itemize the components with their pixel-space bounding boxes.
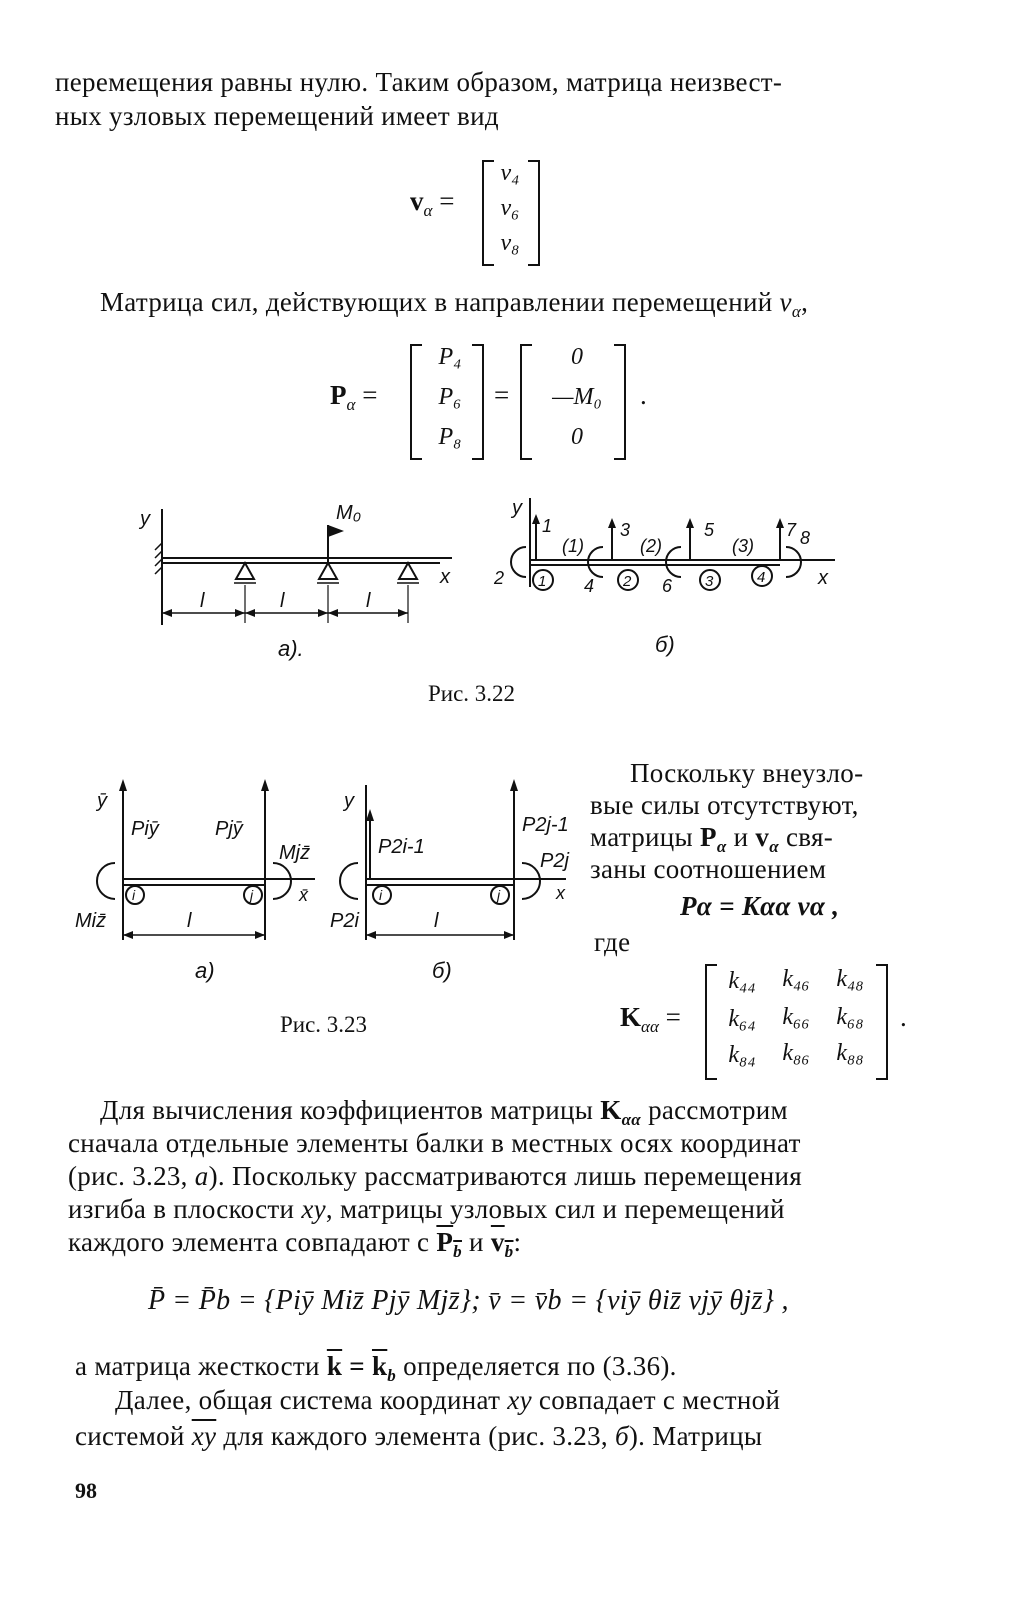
node-label: 4 <box>757 569 766 586</box>
length-label: l <box>187 910 192 932</box>
moment-label: P2j <box>540 850 569 872</box>
text: : <box>513 1227 522 1257</box>
paragraph-line: перемещения равны нулю. Таким образом, матрица неизвест- <box>55 67 783 97</box>
span-label: l <box>200 590 205 612</box>
node-label: i <box>132 887 136 903</box>
paragraph-line: Поскольку внеузло- <box>630 758 864 788</box>
moment-label: P2i <box>330 910 359 932</box>
text: ). Матрицы <box>628 1421 763 1451</box>
matrix-entry: k₄₈ <box>836 966 864 992</box>
matrix-entry: k₆₆ <box>782 1004 810 1030</box>
subfigure-label: а). <box>278 636 304 661</box>
matrix-entry: k₄₆ <box>782 966 810 992</box>
node-label: 1 <box>538 573 547 590</box>
eq-lhs-sub: α <box>423 201 433 220</box>
force-label: Piȳ <box>131 818 159 840</box>
text: матрицы <box>590 822 693 852</box>
text: (рис. 3.23, <box>68 1161 188 1191</box>
page-number: 98 <box>75 1478 97 1503</box>
node-label: j <box>250 887 254 903</box>
symbol-sub: α <box>791 302 802 321</box>
text: а матрица жесткости <box>75 1351 320 1381</box>
dof-label: 4 <box>584 576 595 596</box>
eq-sign: = <box>494 380 510 410</box>
subfigure-label: а) <box>195 958 215 983</box>
symbol: а <box>194 1161 209 1191</box>
moment-label: Mjz̄ <box>279 842 311 864</box>
paragraph-line: сначала отдельные элементы балки в местных осях координат <box>68 1128 801 1158</box>
relation-equation: Pα = Kαα vα , <box>680 891 840 921</box>
eq-end: . <box>900 1002 907 1032</box>
figure-3-22-a <box>140 495 460 655</box>
symbol: б <box>615 1421 629 1451</box>
text: , матрицы узловых сил и перемещений <box>325 1194 785 1224</box>
text: Далее, общая система координат <box>115 1385 501 1415</box>
symbol: $P_b$ <box>436 1227 462 1261</box>
moment-label: M₀ <box>336 502 362 524</box>
axis-x-label: x <box>556 883 565 903</box>
subfigure-label: б) <box>655 632 675 657</box>
eq-lhs: v <box>410 186 424 216</box>
text: рассмотрим <box>648 1095 788 1125</box>
symbol: v <box>779 287 792 317</box>
dof-label: 8 <box>800 528 811 548</box>
force-label: Pjȳ <box>215 818 243 840</box>
vector-equation: P̄ = P̄b = {Piȳ Miz̄ Pjȳ Mjz̄}; v̄ = v̄b = {viȳ θiz̄ vjȳ θjz̄} , <box>148 1285 789 1316</box>
matrix-entry: v₄ <box>500 160 520 186</box>
matrix-entry: P₆ <box>438 384 462 410</box>
node-label: 2 <box>623 573 632 590</box>
matrix-entry: k₆₄ <box>728 1006 756 1032</box>
dof-label: 2 <box>494 568 505 588</box>
axis-y-label: y <box>344 790 354 812</box>
text: каждого элемента совпадают с <box>68 1227 430 1257</box>
element-label: (1) <box>562 536 584 556</box>
node-label: 3 <box>705 573 714 590</box>
paragraph-line: где <box>594 927 631 957</box>
paragraph-line: вые силы отсутствуют, <box>590 790 859 820</box>
matrix-entry: k₈₄ <box>728 1042 756 1068</box>
text: определяется по (3.36). <box>403 1351 677 1381</box>
eq-sign: = <box>439 186 455 216</box>
text: Матрица сил, действующих в направлении перемещений <box>100 287 773 317</box>
symbol: $\overline{xy}$ <box>191 1421 217 1451</box>
span-label: l <box>366 590 371 612</box>
text: , <box>801 287 809 317</box>
dof-label: 7 <box>786 520 797 540</box>
matrix-entry: P₈ <box>438 424 462 450</box>
element-label: (3) <box>732 536 754 556</box>
eq-lhs-sub: αα <box>641 1017 659 1036</box>
text: Для вычисления коэффициентов матрицы <box>100 1095 594 1125</box>
force-label: P2j-1 <box>522 814 569 836</box>
eq-end: . <box>640 380 647 410</box>
force-label: P2i-1 <box>378 836 425 858</box>
figure-3-23-a <box>75 775 325 985</box>
symbol: xy <box>507 1385 532 1415</box>
matrix-entry: k₄₄ <box>728 968 756 994</box>
text: и <box>733 822 749 852</box>
eq-lhs-sub: α <box>346 395 356 414</box>
figure-caption: Рис. 3.22 <box>428 681 516 706</box>
symbol: $P_\alpha$ <box>700 822 727 856</box>
paragraph-line: заны соотношением <box>590 854 827 884</box>
text: ). Поскольку рассматриваются лишь перемещения <box>208 1161 802 1191</box>
matrix-entry: —M₀ <box>552 384 602 410</box>
length-label: l <box>434 910 439 932</box>
symbol: $\overline{k} = \overline{k}_b$ <box>326 1351 397 1385</box>
dof-label: 1 <box>542 516 553 536</box>
moment-label: Miz̄ <box>75 910 107 932</box>
dof-label: 3 <box>620 520 631 540</box>
axis-y-label: y <box>512 497 522 519</box>
paragraph-line: ных узловых перемещений имеет вид <box>55 101 499 131</box>
matrix-entry: k₈₆ <box>782 1040 810 1066</box>
span-label: l <box>280 590 285 612</box>
matrix-entry: k₈₈ <box>836 1040 864 1066</box>
text: свя- <box>786 822 834 852</box>
axis-y-label: ȳ <box>97 790 107 812</box>
paragraph-line <box>115 1384 780 1417</box>
node-label: j <box>497 887 501 903</box>
symbol: $K_{\alpha\alpha}$ <box>600 1095 641 1129</box>
symbol: $v_b$ <box>490 1227 514 1261</box>
eq-lhs: K <box>620 1002 642 1032</box>
symbol: $v_\alpha$ <box>755 822 779 856</box>
figure-caption: Рис. 3.23 <box>280 1012 368 1037</box>
matrix-entry: k₆₈ <box>836 1004 864 1030</box>
paragraph-line <box>75 1420 762 1453</box>
text: совпадает с местной <box>538 1385 781 1415</box>
element-label: (2) <box>640 536 662 556</box>
right-bracket <box>876 964 888 1080</box>
matrix-entry: 0 <box>571 424 583 450</box>
eq-sign: = <box>362 380 378 410</box>
eq-lhs: P <box>330 380 347 410</box>
axis-y-label: y <box>140 508 150 530</box>
paragraph-line <box>100 286 808 328</box>
text: изгиба в плоскости <box>68 1194 295 1224</box>
figure-3-23-b <box>330 775 590 985</box>
dof-label: 6 <box>662 576 673 596</box>
axis-x-label: x̄ <box>299 885 308 905</box>
node-label: i <box>379 887 383 903</box>
matrix-entry: 0 <box>571 344 583 370</box>
figure-3-22-b <box>490 492 840 622</box>
text: для каждого элемента (рис. 3.23, <box>223 1421 608 1451</box>
text: системой <box>75 1421 185 1451</box>
paragraph-line <box>68 1160 802 1193</box>
dof-label: 5 <box>704 520 715 540</box>
axis-x-label: x <box>440 566 450 588</box>
subfigure-label: б) <box>432 958 452 983</box>
matrix-entry: v₈ <box>500 230 520 256</box>
text: и <box>469 1227 484 1257</box>
paragraph-line <box>68 1193 785 1226</box>
matrix-entry: P₄ <box>438 344 462 370</box>
paragraph-line <box>68 1226 521 1268</box>
symbol: xy <box>301 1194 326 1224</box>
axis-x-label: x <box>818 567 828 589</box>
matrix-entry: v₆ <box>500 195 520 221</box>
